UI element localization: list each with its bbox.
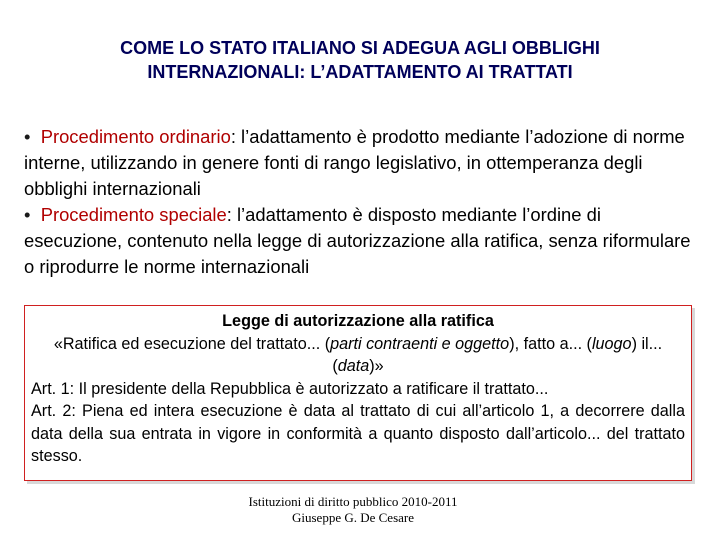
- bullet-list: [24, 124, 704, 280]
- bullet-term-speciale: Procedimento speciale: [40, 204, 227, 225]
- box-article-1: Art. 1: Il presidente della Repubblica è autorizzato a ratificare il trattato...: [31, 379, 549, 398]
- box-quote: [31, 333, 685, 378]
- slide-title-line-2: INTERNAZIONALI: L’ADATTAMENTO AI TRATTATI: [147, 62, 573, 82]
- box-article-2: Art. 2: Piena ed intera esecuzione è data al trattato di cui all’articolo 1, a decorrere dalla data della sua entrata in vigore in conformità a quanto disposto dall’articolo... del trattato stesso.: [31, 402, 685, 465]
- bullet-term-ordinario: Procedimento ordinario: [40, 126, 231, 147]
- box-quote-data: data: [337, 357, 370, 375]
- slide-footer: [200, 494, 506, 526]
- footer-author: Giuseppe G. De Cesare: [291, 510, 414, 525]
- slide-title-line-1: COME LO STATO ITALIANO SI ADEGUA AGLI OBBLIGHI: [120, 38, 600, 58]
- bullet-text-ordinario: : l’adattamento è prodotto mediante l’adozione di norme interne, utilizzando in genere fonti di rango legislativo, in ottemperanza degli obblighi internazionali: [24, 126, 685, 199]
- box-quote-part: ), fatto a... (: [509, 334, 592, 353]
- box-quote-parti: parti contraenti e oggetto: [330, 334, 510, 353]
- ratifica-law-box: [24, 305, 692, 481]
- box-quote-part: ) il... (: [332, 334, 663, 375]
- bullet-marker: •: [24, 126, 31, 147]
- bullet-speciale: [24, 202, 704, 280]
- box-quote-part: «Ratifica ed esecuzione del trattato... (: [53, 334, 331, 353]
- bullet-ordinario: [24, 124, 704, 202]
- bullet-text-speciale: : l’adattamento è disposto mediante l’ordine di esecuzione, contenuto nella legge di autorizzazione alla ratifica, senza riformulare o riprodurre le norme internazionali: [24, 204, 691, 277]
- bullet-marker: •: [24, 204, 31, 225]
- box-quote-luogo: luogo: [591, 334, 632, 353]
- box-quote-part: )»: [369, 357, 384, 375]
- footer-course: Istituzioni di diritto pubblico 2010-2011: [248, 494, 458, 509]
- slide-title: [30, 36, 690, 84]
- box-heading: Legge di autorizzazione alla ratifica: [222, 312, 494, 330]
